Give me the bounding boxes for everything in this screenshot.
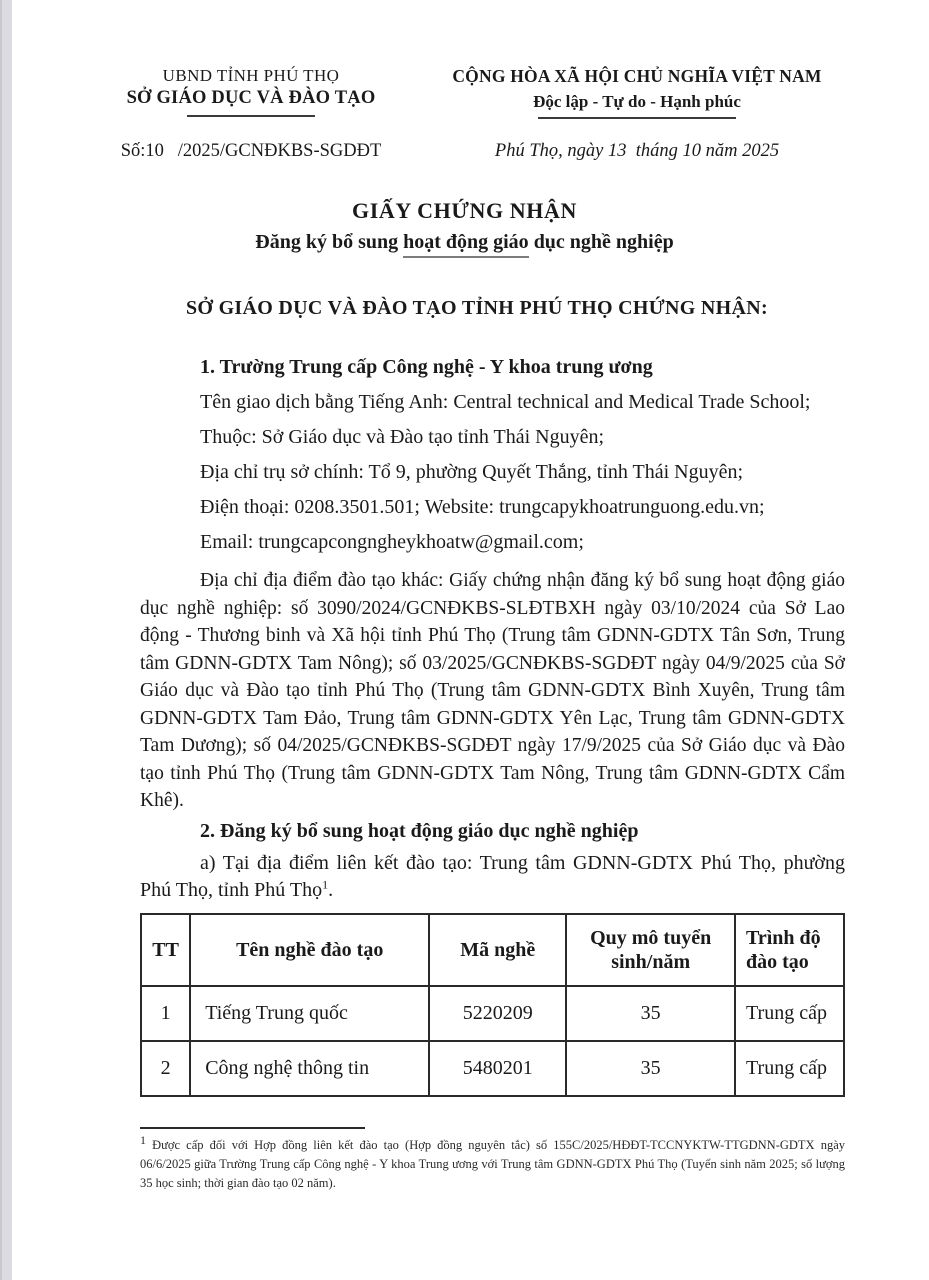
cell-row1-quy-mo: 35	[566, 986, 735, 1041]
cell-row2-ma-nghe: 5480201	[429, 1041, 566, 1096]
school-parent-agency-line: Thuộc: Sở Giáo dục và Đào tạo tỉnh Thái Nguyên;	[200, 426, 605, 448]
issuer-parent-org: UBND TỈNH PHÚ THỌ	[162, 66, 340, 85]
national-title: CỘNG HÒA XÃ HỘI CHỦ NGHĨA VIỆT NAM	[452, 66, 822, 86]
subtitle-prefix: Đăng ký bổ sung	[255, 231, 404, 253]
footnote-marker: 1	[140, 1132, 146, 1147]
issuer-underline	[187, 115, 315, 117]
cell-row1-ma-nghe: 5220209	[429, 986, 566, 1041]
certify-statement: SỞ GIÁO DỤC VÀ ĐÀO TẠO TỈNH PHÚ THỌ CHỨNG NHẬN:	[186, 297, 768, 319]
table-header-row	[141, 914, 844, 986]
school-phone-website-line: Điện thoại: 0208.3501.501; Website: trungcapykhoatrunguong.edu.vn;	[200, 496, 765, 518]
footnote-reference-mark: 1	[322, 876, 329, 891]
section2-heading: 2. Đăng ký bổ sung hoạt động giáo dục nghề nghiệp	[200, 819, 639, 842]
school-address-line: Địa chỉ trụ sở chính: Tổ 9, phường Quyết Thắng, tỉnh Thái Nguyên;	[200, 461, 744, 483]
document-subheader	[0, 119, 929, 162]
subtitle-underlined-part: hoạt động giáo	[403, 231, 529, 258]
header-cell-ma-nghe: Mã nghề	[429, 914, 566, 986]
cell-row2-tt: 2	[141, 1041, 190, 1096]
header-cell-trinh-do: Trình độ đào tạo	[735, 914, 844, 986]
cell-row2-quy-mo: 35	[566, 1041, 735, 1096]
section1-heading: 1. Trường Trung cấp Công nghệ - Y khoa trung ương	[200, 356, 653, 378]
cell-row1-tt: 1	[141, 986, 190, 1041]
header-cell-tt: TT	[141, 914, 190, 986]
scan-edge-strip	[0, 0, 12, 1280]
footnote-body-text: Được cấp đối với Hợp đồng liên kết đào tạo (Hợp đồng nguyên tắc) số 155C/2025/HĐĐT-TCCNYKTW-TTGDNN-GDTX ngày 06/6/2025 giữa Trường Trung cấp Công nghệ - Y khoa Trung ương với Trung tâm GDNN-GDTX Phú Thọ (Tuyển sinh năm 2025; số lượng 35 học sinh; thời gian đào tạo 02 năm).	[140, 1137, 845, 1190]
cell-row2-ten-nghe: Công nghệ thông tin	[190, 1041, 429, 1096]
issue-place-date: Phú Thọ, ngày 13 tháng 10 năm 2025	[494, 141, 780, 161]
point-a-period: .	[328, 878, 334, 901]
school-english-name-line: Tên giao dịch bằng Tiếng Anh: Central technical and Medical Trade School;	[200, 391, 811, 413]
motto-underline	[538, 117, 736, 119]
subtitle-suffix: dục nghề nghiệp	[528, 231, 674, 253]
table-row	[141, 1041, 844, 1096]
certificate-subtitle	[0, 231, 929, 254]
issuer-org-name: SỞ GIÁO DỤC VÀ ĐÀO TẠO	[126, 88, 376, 108]
cell-row1-trinh-do: Trung cấp	[735, 986, 844, 1041]
certificate-title-block	[0, 198, 929, 254]
document-header	[0, 0, 929, 119]
other-training-locations-paragraph: Địa chỉ địa điểm đào tạo khác: Giấy chứng nhận đăng ký bổ sung hoạt động giáo dục nghề nghiệp: số 3090/2024/GCNĐKBS-SLĐTBXH ngày 03/10/2024 của Sở Lao động - Thương binh và Xã hội tỉnh Phú Thọ (Trung tâm GDNN-GDTX Tân Sơn, Trung tâm GDNN-GDTX Tam Nông); số 03/2025/GCNĐKBS-SGDĐT ngày 04/9/2025 của Sở Giáo dục và Đào tạo tỉnh Phú Thọ (Trung tâm GDNN-GDTX Bình Xuyên, Trung tâm GDNN-GDTX Tam Đảo, Trung tâm GDNN-GDTX Yên Lạc, Trung tâm GDNN-GDTX Tam Dương); số 04/2025/GCNĐKBS-SGDĐT ngày 17/9/2025 của Sở Giáo dục và Đào tạo tỉnh Phú Thọ (Trung tâm GDNN-GDTX Tam Nông, Trung tâm GDNN-GDTX Cẩm Khê).	[140, 570, 845, 811]
national-motto: Độc lập - Tự do - Hạnh phúc	[533, 92, 741, 111]
table-row	[141, 986, 844, 1041]
document-body	[140, 297, 845, 1097]
cell-row1-ten-nghe: Tiếng Trung quốc	[190, 986, 429, 1041]
school-email-line: Email: trungcapcongngheykhoatw@gmail.com;	[200, 531, 584, 553]
point-a-text: a) Tại địa điểm liên kết đào tạo: Trung tâm GDNN-GDTX Phú Thọ, phường Phú Thọ, tỉnh Phú Thọ	[140, 851, 845, 901]
header-cell-quy-mo: Quy mô tuyển sinh/năm	[566, 914, 735, 986]
cell-row2-trinh-do: Trung cấp	[735, 1041, 844, 1096]
national-header-block	[425, 66, 849, 119]
document-number: Số:10 /2025/GCNĐKBS-SGDĐT	[120, 141, 382, 161]
footnote-block	[140, 1127, 845, 1193]
programs-table	[140, 913, 845, 1097]
certificate-title: GIẤY CHỨNG NHẬN	[352, 198, 577, 223]
footnote-separator	[140, 1127, 365, 1129]
header-cell-ten-nghe: Tên nghề đào tạo	[190, 914, 429, 986]
issuer-block	[98, 66, 404, 119]
footnote-text	[140, 1132, 845, 1193]
point-a-paragraph	[140, 850, 845, 904]
